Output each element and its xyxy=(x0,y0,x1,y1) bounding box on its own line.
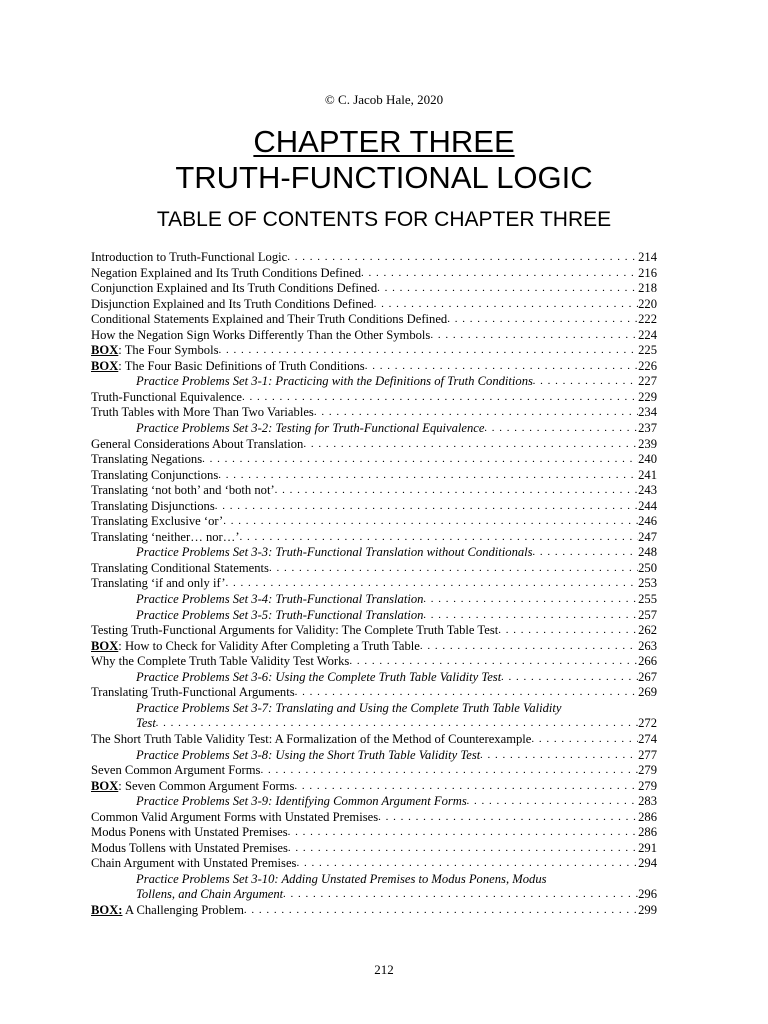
toc-leader-dots xyxy=(467,794,638,810)
toc-leader-dots xyxy=(377,281,638,297)
toc-entry-page: 253 xyxy=(638,576,657,591)
toc-entry[interactable] xyxy=(91,639,657,655)
box-label: BOX xyxy=(91,638,119,653)
toc-entry[interactable] xyxy=(91,514,657,530)
toc-entry[interactable] xyxy=(91,903,657,919)
toc-entry-text: Translating Exclusive ‘or’ xyxy=(91,514,224,529)
toc-entry-page: 279 xyxy=(638,763,657,778)
toc-leader-dots xyxy=(374,297,638,313)
toc-leader-dots xyxy=(156,716,638,732)
toc-entry-title xyxy=(91,452,202,468)
toc-entry-page: 229 xyxy=(638,389,657,404)
toc-entry[interactable] xyxy=(91,779,657,795)
toc-entry-text: Practice Problems Set 3-2: Testing for Truth-Functional Equivalence xyxy=(136,421,485,436)
toc-entry-text: Translating Conjunctions xyxy=(91,467,219,482)
toc-entry[interactable] xyxy=(91,250,657,266)
page-number: 212 xyxy=(374,962,394,977)
toc-practice-entry[interactable] xyxy=(91,716,657,732)
toc-entry-title xyxy=(91,856,296,872)
toc-entry[interactable] xyxy=(91,437,657,453)
toc-leader-dots xyxy=(242,390,638,406)
toc-entry-text: : How to Check for Validity After Completing a Truth Table xyxy=(118,638,420,653)
toc-entry-title xyxy=(91,903,244,919)
toc-entry-text: Translating ‘neither… nor…’ xyxy=(91,529,240,544)
toc-entry-title xyxy=(136,374,533,390)
toc-entry-page: 227 xyxy=(638,374,657,389)
toc-entry-page: 274 xyxy=(638,731,657,746)
toc-entry-title xyxy=(91,483,275,499)
toc-entry-text: Translating Truth-Functional Arguments xyxy=(91,685,295,700)
toc-entry-text: Modus Tollens with Unstated Premises xyxy=(91,840,288,855)
toc-entry-title xyxy=(91,654,349,670)
toc-entry-page: 224 xyxy=(638,327,657,342)
toc-practice-entry[interactable] xyxy=(91,421,657,437)
toc-entry-title xyxy=(136,748,480,764)
toc-entry-text: Practice Problems Set 3-6: Using the Complete Truth Table Validity Test xyxy=(136,669,502,684)
toc-entry[interactable] xyxy=(91,312,657,328)
toc-entry-title xyxy=(91,312,447,328)
toc-entry-title xyxy=(91,763,260,779)
toc-entry[interactable] xyxy=(91,685,657,701)
toc-practice-entry[interactable] xyxy=(91,670,657,686)
box-label: BOX xyxy=(91,358,119,373)
toc-leader-dots xyxy=(498,623,638,639)
toc-leader-dots xyxy=(295,685,638,701)
toc-entry-page: 257 xyxy=(638,607,657,622)
toc-leader-dots xyxy=(423,592,638,608)
toc-entry-title xyxy=(136,887,283,903)
toc-entry[interactable] xyxy=(91,561,657,577)
toc-entry-title xyxy=(136,608,423,624)
box-label: BOX: xyxy=(91,902,123,917)
toc-entry-page: 263 xyxy=(638,638,657,653)
toc-entry[interactable] xyxy=(91,266,657,282)
box-label: BOX xyxy=(91,343,119,358)
toc-entry[interactable] xyxy=(91,654,657,670)
toc-leader-dots xyxy=(485,421,639,437)
toc-entry-page: 286 xyxy=(638,809,657,824)
toc-entry-page: 241 xyxy=(638,467,657,482)
toc-entry-title xyxy=(91,732,531,748)
toc-entry[interactable] xyxy=(91,499,657,515)
toc-entry-line: Practice Problems Set 3-7: Translating and Using the Complete Truth Table Validity xyxy=(136,700,562,715)
toc-entry-page: 286 xyxy=(638,825,657,840)
toc-entry-text: : The Four Basic Definitions of Truth Conditions xyxy=(118,358,365,373)
toc-leader-dots xyxy=(533,374,638,390)
toc-entry-text: Conditional Statements Explained and Their Truth Conditions Defined xyxy=(91,312,448,327)
toc-entry-title xyxy=(136,794,467,810)
toc-leader-dots xyxy=(361,266,638,282)
toc-entry-text: Why the Complete Truth Table Validity Test Works xyxy=(91,654,350,669)
toc-entry-title xyxy=(91,266,361,282)
toc-leader-dots xyxy=(215,499,638,515)
toc-entry[interactable] xyxy=(91,468,657,484)
toc-entry-text: Translating Negations xyxy=(91,452,203,467)
toc-entry[interactable] xyxy=(91,297,657,313)
toc-entry[interactable] xyxy=(91,825,657,841)
toc-entry-page: 247 xyxy=(638,529,657,544)
toc-leader-dots xyxy=(244,903,638,919)
toc-entry-page: 240 xyxy=(638,452,657,467)
toc-entry[interactable] xyxy=(91,732,657,748)
toc-entry-text: Tollens, and Chain Argument xyxy=(136,887,284,902)
toc-title: TABLE OF CONTENTS FOR CHAPTER THREE xyxy=(156,208,612,231)
toc-entry[interactable] xyxy=(91,576,657,592)
toc-entry-page: 272 xyxy=(638,716,657,731)
toc-entry-text: Testing Truth-Functional Arguments for Validity: The Complete Truth Table Test xyxy=(91,623,499,638)
toc-entry-title xyxy=(91,405,314,421)
toc-entry-page: 294 xyxy=(638,856,657,871)
toc-leader-dots xyxy=(296,856,638,872)
chapter-number: CHAPTER THREE xyxy=(253,124,515,159)
toc-entry-title xyxy=(91,437,303,453)
toc-leader-dots xyxy=(533,545,639,561)
toc-entry[interactable] xyxy=(91,281,657,297)
toc-entry-text: Practice Problems Set 3-4: Truth-Functional Translation xyxy=(136,592,424,607)
toc-leader-dots xyxy=(349,654,638,670)
toc-entry-title xyxy=(91,390,242,406)
toc-leader-dots xyxy=(288,841,638,857)
toc-entry[interactable] xyxy=(91,343,657,359)
toc-entry[interactable] xyxy=(91,841,657,857)
toc-entry-title xyxy=(136,545,533,561)
toc-entry-text: Common Valid Argument Forms with Unstated Premises xyxy=(91,809,379,824)
toc-entry-page: 239 xyxy=(638,436,657,451)
toc-entry-line: Practice Problems Set 3-10: Adding Unstated Premises to Modus Ponens, Modus xyxy=(136,871,547,886)
toc-practice-entry[interactable] xyxy=(91,592,657,608)
toc-entry-page: 234 xyxy=(638,405,657,420)
toc-leader-dots xyxy=(314,405,638,421)
toc-entry-page: 222 xyxy=(638,312,657,327)
toc-entry-page: 243 xyxy=(638,483,657,498)
toc-entry-page: 262 xyxy=(638,623,657,638)
toc-entry-text: Disjunction Explained and Its Truth Conditions Defined xyxy=(91,296,374,311)
toc-entry-title xyxy=(91,499,215,515)
toc-entry[interactable] xyxy=(91,452,657,468)
toc-entry-page: 267 xyxy=(638,669,657,684)
toc-entry-page: 250 xyxy=(638,560,657,575)
toc-entry[interactable] xyxy=(91,763,657,779)
toc-leader-dots xyxy=(430,328,638,344)
toc-leader-dots xyxy=(420,639,638,655)
toc-entry-page: 277 xyxy=(638,747,657,762)
toc-entry-text: Translating Conditional Statements xyxy=(91,560,269,575)
toc-entry-page: 291 xyxy=(638,840,657,855)
toc-leader-dots xyxy=(531,732,638,748)
toc-practice-entry[interactable] xyxy=(91,608,657,624)
toc-entry[interactable] xyxy=(91,530,657,546)
toc-entry-text: A Challenging Problem xyxy=(122,902,244,917)
toc-entry-page: 218 xyxy=(638,281,657,296)
chapter-heading xyxy=(0,124,768,196)
toc-entry-text: Seven Common Argument Forms xyxy=(91,763,261,778)
toc-leader-dots xyxy=(218,343,638,359)
toc-entry-title xyxy=(91,530,240,546)
toc-entry[interactable] xyxy=(91,810,657,826)
toc-entry[interactable] xyxy=(91,328,657,344)
toc-leader-dots xyxy=(283,887,638,903)
toc-entry-text: : The Four Symbols xyxy=(118,343,219,358)
toc-entry-page: 255 xyxy=(638,592,657,607)
toc-practice-entry[interactable] xyxy=(91,374,657,390)
toc-entry-text: Practice Problems Set 3-3: Truth-Functional Translation without Conditionals xyxy=(136,545,533,560)
toc-leader-dots xyxy=(480,748,638,764)
toc-entry-page: 237 xyxy=(638,421,657,436)
toc-entry-page: 246 xyxy=(638,514,657,529)
toc-leader-dots xyxy=(202,452,638,468)
toc-entry-text: : Seven Common Argument Forms xyxy=(118,778,295,793)
toc-entry-title xyxy=(136,670,501,686)
toc-entry-text: Practice Problems Set 3-9: Identifying Common Argument Forms xyxy=(136,794,467,809)
toc-entry-page: 214 xyxy=(638,250,657,264)
toc-leader-dots xyxy=(447,312,638,328)
toc-entry-page: 244 xyxy=(638,498,657,513)
toc-entry[interactable] xyxy=(91,405,657,421)
toc-entry-page: 225 xyxy=(638,343,657,358)
toc-entry-page: 296 xyxy=(638,887,657,902)
toc-leader-dots xyxy=(294,779,638,795)
toc-entry-text: Truth Tables with More Than Two Variables xyxy=(91,405,314,420)
toc-entry-text: Negation Explained and Its Truth Conditions Defined xyxy=(91,265,362,280)
toc-leader-dots xyxy=(269,561,638,577)
toc-entry-title xyxy=(91,623,498,639)
toc-entry[interactable] xyxy=(91,483,657,499)
toc-leader-dots xyxy=(365,359,638,375)
toc-entry-title xyxy=(136,716,156,732)
table-of-contents xyxy=(91,250,657,919)
toc-entry-title xyxy=(91,468,218,484)
toc-entry-title xyxy=(91,359,365,375)
toc-entry-text: Translating ‘if and only if’ xyxy=(91,576,226,591)
toc-entry-title xyxy=(136,592,423,608)
toc-practice-entry[interactable] xyxy=(91,545,657,561)
toc-entry[interactable] xyxy=(91,390,657,406)
toc-entry-text: Practice Problems Set 3-1: Practicing with the Definitions of Truth Conditions xyxy=(136,374,533,389)
toc-entry-text: Test xyxy=(136,716,156,731)
toc-entry-title xyxy=(91,825,288,841)
toc-entry-page: 220 xyxy=(638,296,657,311)
toc-leader-dots xyxy=(218,468,638,484)
toc-practice-entry[interactable] xyxy=(91,887,657,903)
toc-leader-dots xyxy=(223,514,638,530)
toc-entry-text: General Considerations About Translation xyxy=(91,436,304,451)
toc-entry-page: 279 xyxy=(638,778,657,793)
toc-entry-text: Chain Argument with Unstated Premises xyxy=(91,856,297,871)
toc-entry-title xyxy=(91,810,378,826)
toc-practice-entry[interactable] xyxy=(91,794,657,810)
toc-leader-dots xyxy=(260,763,638,779)
toc-entry-title xyxy=(91,343,218,359)
toc-leader-dots xyxy=(275,483,638,499)
toc-entry-title xyxy=(91,561,269,577)
toc-entry-text: Translating Disjunctions xyxy=(91,498,215,513)
toc-entry-text: Practice Problems Set 3-8: Using the Short Truth Table Validity Test xyxy=(136,747,481,762)
box-label: BOX xyxy=(91,778,119,793)
toc-entry[interactable] xyxy=(91,856,657,872)
toc-entry-text: Practice Problems Set 3-5: Truth-Functional Translation xyxy=(136,607,424,622)
toc-entry-title xyxy=(91,281,377,297)
toc-entry-page: 248 xyxy=(638,545,657,560)
toc-entry-text: Conjunction Explained and Its Truth Conditions Defined xyxy=(91,281,378,296)
toc-entry-title xyxy=(91,841,288,857)
toc-leader-dots xyxy=(287,250,638,266)
toc-entry-title xyxy=(91,328,430,344)
toc-entry-title xyxy=(91,685,295,701)
toc-entry-title xyxy=(91,297,374,313)
toc-entry-title xyxy=(136,421,485,437)
toc-leader-dots xyxy=(240,530,639,546)
toc-entry-text: How the Negation Sign Works Differently Than the Other Symbols xyxy=(91,327,431,342)
toc-entry-title xyxy=(91,514,223,530)
toc-entry[interactable] xyxy=(91,623,657,639)
toc-entry-page: 269 xyxy=(638,685,657,700)
toc-entry-text: Translating ‘not both’ and ‘both not’ xyxy=(91,483,275,498)
toc-leader-dots xyxy=(378,810,638,826)
toc-leader-dots xyxy=(501,670,638,686)
toc-entry-page: 216 xyxy=(638,265,657,280)
toc-entry-text: Introduction to Truth-Functional Logic xyxy=(91,250,288,264)
toc-leader-dots xyxy=(303,437,638,453)
toc-entry-text: Modus Ponens with Unstated Premises xyxy=(91,825,288,840)
chapter-subject: TRUTH-FUNCTIONAL LOGIC xyxy=(175,160,593,195)
toc-entry-page: 299 xyxy=(638,902,657,917)
toc-entry-title xyxy=(91,250,287,266)
toc-leader-dots xyxy=(288,825,639,841)
toc-entry-title xyxy=(91,779,294,795)
toc-entry-text: The Short Truth Table Validity Test: A Formalization of the Method of Counterexample xyxy=(91,731,532,746)
toc-entry-page: 226 xyxy=(638,358,657,373)
toc-leader-dots xyxy=(423,608,638,624)
toc-entry-page: 283 xyxy=(638,794,657,809)
toc-entry[interactable] xyxy=(91,359,657,375)
toc-entry-title xyxy=(91,576,226,592)
toc-practice-entry[interactable] xyxy=(91,748,657,764)
toc-entry-text: Truth-Functional Equivalence xyxy=(91,389,242,404)
toc-entry-title xyxy=(91,639,420,655)
toc-leader-dots xyxy=(226,576,639,592)
toc-entry-page: 266 xyxy=(638,654,657,669)
copyright-notice: © C. Jacob Hale, 2020 xyxy=(324,92,444,107)
